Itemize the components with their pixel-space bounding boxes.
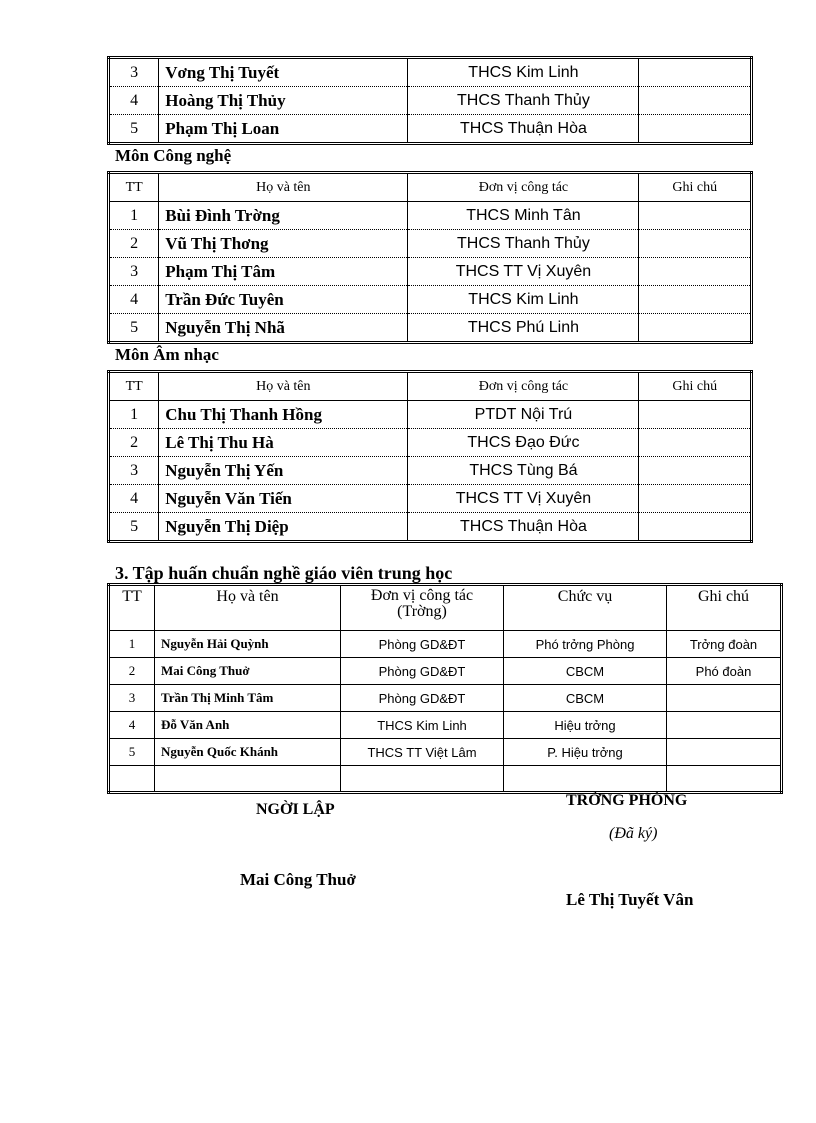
- table-row: [109, 766, 782, 793]
- cell-name: Bùi Đình Trờng: [159, 202, 408, 230]
- cell-name: Mai Công Thuở: [155, 658, 341, 685]
- cell-name: Trần Đức Tuyên: [159, 286, 408, 314]
- table-row: [109, 685, 782, 712]
- cell-unit: Phòng GD&ĐT: [341, 631, 504, 658]
- cell-unit: Phòng GD&ĐT: [341, 658, 504, 685]
- cell-tt: 3: [109, 58, 159, 87]
- table-row: [109, 286, 752, 314]
- cell-note: [639, 202, 752, 230]
- table-row: [109, 631, 782, 658]
- cell-name: [155, 766, 341, 793]
- cell-tt: 3: [109, 457, 159, 485]
- cell-note: [639, 87, 752, 115]
- table-row: [109, 457, 752, 485]
- header-tt: TT: [109, 372, 159, 401]
- header-note: Ghi chú: [667, 585, 782, 631]
- cell-tt: 4: [109, 286, 159, 314]
- header-tt: TT: [109, 585, 155, 631]
- table-row: [109, 202, 752, 230]
- cell-tt: 4: [109, 712, 155, 739]
- cell-note: [667, 685, 782, 712]
- table-row: [109, 314, 752, 343]
- table-row: [109, 513, 752, 542]
- cell-unit: [341, 766, 504, 793]
- cell-unit: THCS Phú Linh: [408, 314, 639, 343]
- cell-note: [639, 115, 752, 144]
- table-row: [109, 87, 752, 115]
- table-row: [109, 658, 782, 685]
- section-title-cong-nghe: Môn Công nghệ: [115, 146, 232, 165]
- header-note: Ghi chú: [639, 372, 752, 401]
- cell-tt: 3: [109, 258, 159, 286]
- cell-tt: 4: [109, 485, 159, 513]
- section-title-am-nhac: Môn Âm nhạc: [115, 345, 219, 364]
- table-row: [109, 58, 752, 87]
- cell-name: Phạm Thị Tâm: [159, 258, 408, 286]
- cell-unit: THCS Tùng Bá: [408, 457, 639, 485]
- cell-unit: THCS Minh Tân: [408, 202, 639, 230]
- signer-right-signed: (Đã ký): [609, 825, 658, 842]
- header-name: Họ và tên: [159, 173, 408, 202]
- cell-unit: PTDT Nội Trú: [408, 401, 639, 429]
- header-unit: Đơn vị công tác: [408, 173, 639, 202]
- cell-unit: THCS Đạo Đức: [408, 429, 639, 457]
- table-cong-nghe: [107, 171, 753, 344]
- signer-left-title: NGỜI LẬP: [256, 801, 335, 818]
- cell-tt: 1: [109, 401, 159, 429]
- cell-tt: [109, 766, 155, 793]
- table-header-row: [109, 173, 752, 202]
- cell-tt: 5: [109, 739, 155, 766]
- table-header-row: [109, 585, 782, 631]
- cell-role: CBCM: [504, 685, 667, 712]
- table-row: [109, 712, 782, 739]
- cell-note: [639, 58, 752, 87]
- cell-unit: THCS Kim Linh: [408, 286, 639, 314]
- cell-note: [639, 513, 752, 542]
- signer-left-name: Mai Công Thuở: [240, 870, 356, 889]
- header-unit: Đơn vị công tác (Trờng): [341, 585, 504, 631]
- cell-name: Nguyễn Văn Tiến: [159, 485, 408, 513]
- cell-unit: THCS TT Việt Lâm: [341, 739, 504, 766]
- table-row: [109, 429, 752, 457]
- table-am-nhac: [107, 370, 753, 543]
- cell-note: [667, 739, 782, 766]
- cell-unit: THCS Thanh Thủy: [408, 87, 639, 115]
- table-continuation: [107, 56, 753, 145]
- cell-note: [639, 457, 752, 485]
- cell-note: Phó đoàn: [667, 658, 782, 685]
- table-row: [109, 115, 752, 144]
- cell-note: [667, 712, 782, 739]
- cell-name: Chu Thị Thanh Hồng: [159, 401, 408, 429]
- cell-name: Trần Thị Minh Tâm: [155, 685, 341, 712]
- table-row: [109, 485, 752, 513]
- cell-role: P. Hiệu trởng: [504, 739, 667, 766]
- header-tt: TT: [109, 173, 159, 202]
- cell-note: [639, 485, 752, 513]
- cell-note: [639, 230, 752, 258]
- header-name: Họ và tên: [155, 585, 341, 631]
- cell-tt: 5: [109, 513, 159, 542]
- cell-note: [639, 314, 752, 343]
- cell-tt: 2: [109, 658, 155, 685]
- cell-role: [504, 766, 667, 793]
- cell-note: [639, 429, 752, 457]
- cell-role: CBCM: [504, 658, 667, 685]
- cell-name: Nguyễn Hải Quỳnh: [155, 631, 341, 658]
- table-row: [109, 258, 752, 286]
- table-row: [109, 401, 752, 429]
- cell-name: Vơng Thị Tuyết: [159, 58, 408, 87]
- table-section-3: [107, 583, 783, 794]
- cell-tt: 1: [109, 631, 155, 658]
- cell-tt: 2: [109, 429, 159, 457]
- cell-unit: THCS Kim Linh: [341, 712, 504, 739]
- cell-tt: 3: [109, 685, 155, 712]
- cell-name: Phạm Thị Loan: [159, 115, 408, 144]
- table-header-row: [109, 372, 752, 401]
- cell-name: Nguyễn Thị Diệp: [159, 513, 408, 542]
- cell-name: Hoàng Thị Thủy: [159, 87, 408, 115]
- cell-name: Nguyễn Thị Nhã: [159, 314, 408, 343]
- header-note: Ghi chú: [639, 173, 752, 202]
- cell-name: Nguyễn Thị Yến: [159, 457, 408, 485]
- cell-unit: THCS Kim Linh: [408, 58, 639, 87]
- cell-note: [667, 766, 782, 793]
- cell-tt: 1: [109, 202, 159, 230]
- cell-name: Vũ Thị Thơng: [159, 230, 408, 258]
- section-title-3: 3. Tập huấn chuẩn nghề giáo viên trung học: [115, 563, 453, 583]
- cell-tt: 5: [109, 115, 159, 144]
- cell-note: [639, 258, 752, 286]
- cell-tt: 4: [109, 87, 159, 115]
- cell-note: [639, 401, 752, 429]
- cell-unit: THCS Thuận Hòa: [408, 513, 639, 542]
- cell-unit: THCS TT Vị Xuyên: [408, 258, 639, 286]
- cell-unit: THCS Thanh Thủy: [408, 230, 639, 258]
- header-unit: Đơn vị công tác: [408, 372, 639, 401]
- cell-name: Nguyễn Quốc Khánh: [155, 739, 341, 766]
- cell-name: Lê Thị Thu Hà: [159, 429, 408, 457]
- cell-note: Trởng đoàn: [667, 631, 782, 658]
- table-row: [109, 230, 752, 258]
- header-name: Họ và tên: [159, 372, 408, 401]
- table-row: [109, 739, 782, 766]
- cell-unit: THCS TT Vị Xuyên: [408, 485, 639, 513]
- cell-tt: 2: [109, 230, 159, 258]
- cell-name: Đỗ Văn Anh: [155, 712, 341, 739]
- signer-right-title: TRỞNG PHÒNG: [566, 792, 688, 809]
- cell-unit: Phòng GD&ĐT: [341, 685, 504, 712]
- cell-unit: THCS Thuận Hòa: [408, 115, 639, 144]
- header-role: Chức vụ: [504, 585, 667, 631]
- cell-note: [639, 286, 752, 314]
- signer-right-name: Lê Thị Tuyết Vân: [566, 890, 694, 909]
- cell-role: Hiệu trởng: [504, 712, 667, 739]
- cell-tt: 5: [109, 314, 159, 343]
- cell-role: Phó trởng Phòng: [504, 631, 667, 658]
